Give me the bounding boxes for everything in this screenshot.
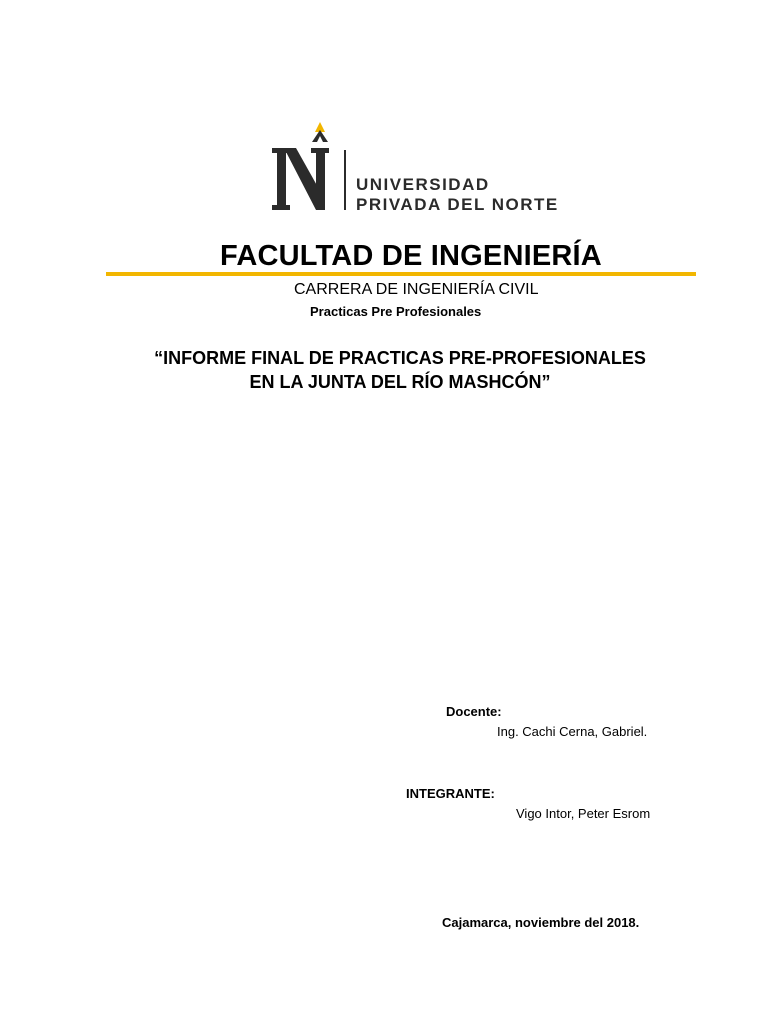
- member-label: INTEGRANTE:: [406, 786, 495, 801]
- logo-wordmark: [356, 176, 559, 216]
- university-logo-icon: [268, 120, 358, 218]
- report-title-line1: “INFORME FINAL DE PRACTICAS PRE-PROFESIONALES: [154, 348, 646, 368]
- course-name: Practicas Pre Profesionales: [310, 304, 482, 319]
- member-name: Vigo Intor, Peter Esrom: [516, 806, 651, 821]
- header-accent-rule: [106, 272, 696, 276]
- place-date: Cajamarca, noviembre del 2018.: [442, 915, 640, 930]
- career-name: CARRERA DE INGENIERÍA CIVIL: [294, 281, 539, 298]
- logo-wordmark-line2: PRIVADA DEL NORTE: [356, 195, 559, 214]
- teacher-label: Docente:: [446, 704, 502, 719]
- logo-wordmark-line1: UNIVERSIDAD: [356, 175, 490, 194]
- faculty-title: FACULTAD DE INGENIERÍA: [220, 240, 602, 272]
- report-title: [0, 346, 768, 394]
- report-title-line2: EN LA JUNTA DEL RÍO MASHCÓN”: [249, 372, 551, 392]
- teacher-name: Ing. Cachi Cerna, Gabriel.: [497, 724, 648, 739]
- university-logo: [268, 120, 578, 218]
